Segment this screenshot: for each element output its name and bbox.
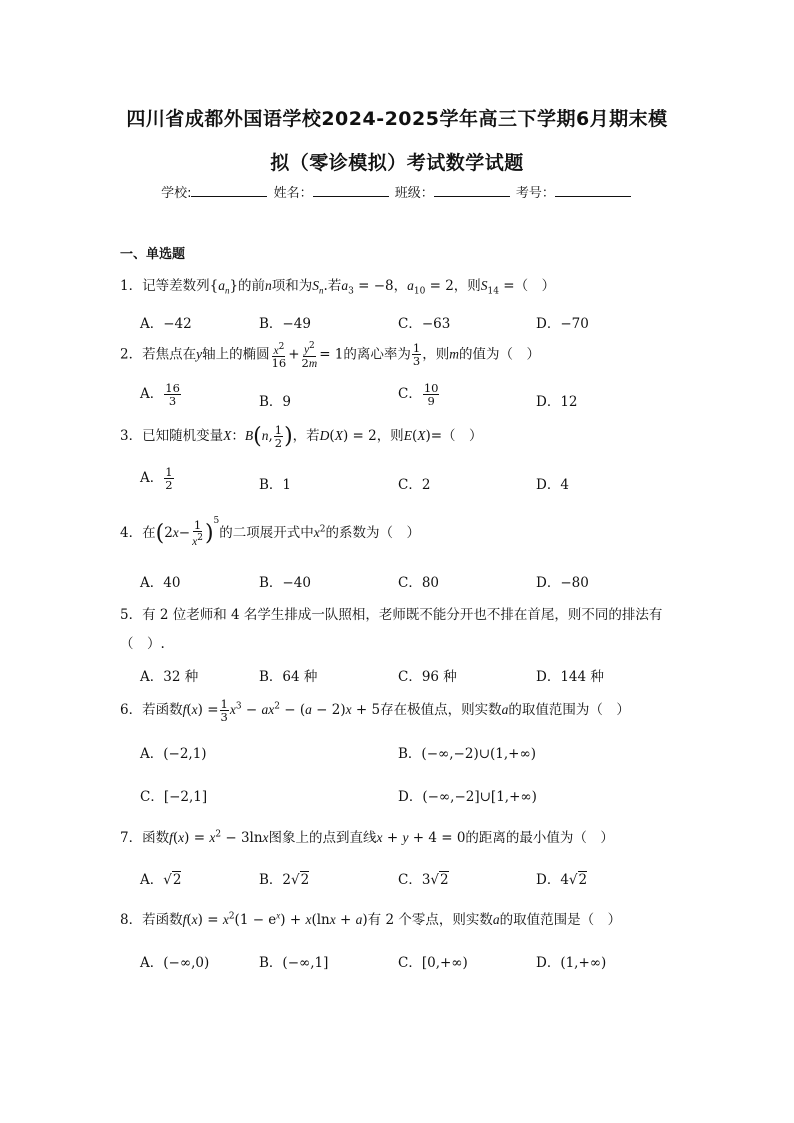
class-blank[interactable] [434,184,510,197]
option-6d[interactable]: D．(−∞,−2]∪[1,+∞) [398,789,537,805]
option-8b[interactable]: B．(−∞,1] [259,955,329,971]
option-5a[interactable]: A．32 种 [140,669,199,685]
option-6c[interactable]: C．[−2,1] [140,789,208,805]
option-8c[interactable]: C．[0,+∞) [398,955,468,971]
option-2a[interactable]: A． $\frac{16}{3}$ [140,381,180,408]
option-8a[interactable]: A．(−∞,0) [140,955,210,971]
name-label: 姓名： [273,186,313,201]
question-6: 6．若函数f(x) = $\frac{1}{3}$ $x^3 - ax^2 - (a - 2)x + 5$存在极值点，则实数a的取值范围为（ ） [120,697,630,724]
option-5c[interactable]: C．96 种 [398,669,457,685]
option-7b[interactable]: B．2√2 [259,872,310,888]
title-line-1: 四川省成都外国语学校2024-2025学年高三下学期6月期末模 [126,108,668,130]
option-1c[interactable]: C．−63 [398,316,451,332]
question-7: 7．函数$f(x) = x^2 - 3\ln x$图象上的点到直线x + y + 4 = 0的距离的最小值为（ ） [120,829,614,846]
option-3b[interactable]: B．1 [259,477,292,493]
option-3c[interactable]: C．2 [398,477,431,493]
option-1a[interactable]: A．−42 [140,316,192,332]
option-3a[interactable]: A． $\frac{1}{2}$ [140,465,173,492]
question-5: 5．有 2 位老师和 4 名学生排成一队照相，老师既不能分开也不排在首尾，则不同的排法有 [120,607,663,623]
option-6b[interactable]: B．(−∞,−2)∪(1,+∞) [398,746,536,762]
school-blank[interactable] [191,184,267,197]
question-4: 4．在(2x− $\frac{1}{x^2}$ )$^5$的二项展开式中$x^2$的系数为（ ） [120,516,420,548]
option-4b[interactable]: B．−40 [259,575,311,591]
student-info-line [0,182,794,201]
option-7d[interactable]: D．4√2 [536,872,588,888]
option-2d[interactable]: D．12 [536,394,578,410]
question-8: 8．若函数$f(x) = x^2(1 - e^x) + x(\ln x + a)$有 2 个零点，则实数a的取值范围是（ ） [120,910,622,928]
exam-number-label: 考号： [515,186,555,201]
option-7c[interactable]: C．3√2 [398,872,449,888]
school-label: 学校: [161,186,192,201]
exam-number-blank[interactable] [555,184,631,197]
option-8d[interactable]: D．(1,+∞) [536,955,607,971]
question-3: 3．已知随机变量X：B(n, $\frac{1}{2}$ )，若D(X) = 2，则E(X)=（ ） [120,423,483,450]
question-1: 1．记等差数列$\{a_n\}$的前n项和为$S_n$.若$a_3 = -8$，$a_{10} = 2$，则$S_{14}$ =（ ） [120,278,556,297]
option-4d[interactable]: D．−80 [536,575,589,591]
name-blank[interactable] [313,184,389,197]
class-label: 班级： [394,186,434,201]
option-5d[interactable]: D．144 种 [536,669,604,685]
option-1b[interactable]: B．−49 [259,316,311,332]
question-5-cont: （ ）. [120,636,165,652]
option-7a[interactable]: A．√2 [140,872,182,888]
option-5b[interactable]: B．64 种 [259,669,318,685]
option-2c[interactable]: C． $\frac{10}{9}$ [398,381,439,408]
question-2: 2．若焦点在y轴上的椭圆 $\frac{x^2}{16}$ + $\frac{y^2}{2m}$ = 1的离心率为 $\frac{1}{3}$ ，则m的值为（ ） [120,341,540,371]
option-3d[interactable]: D．4 [536,477,569,493]
option-6a[interactable]: A．(−2,1) [140,746,207,762]
option-4c[interactable]: C．80 [398,575,440,591]
title-line-2: 拟（零诊模拟）考试数学试题 [270,152,524,174]
option-4a[interactable]: A．40 [140,575,181,591]
section-title: 一、单选题 [120,247,186,262]
option-1d[interactable]: D．−70 [536,316,589,332]
option-2b[interactable]: B．9 [259,394,292,410]
